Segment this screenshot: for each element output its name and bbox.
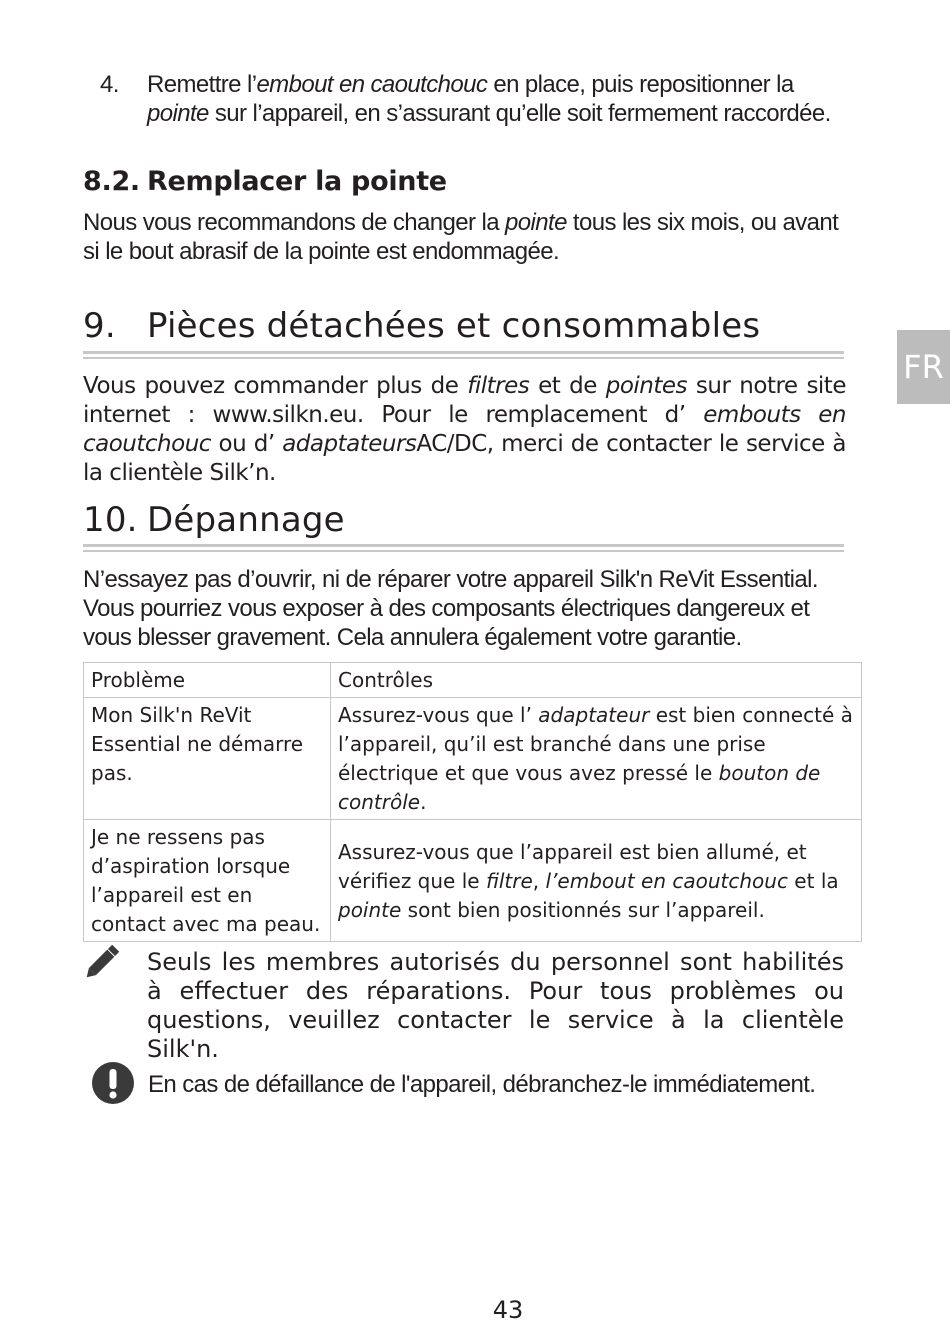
section-heading-9: 9. Pièces détachées et consommables — [83, 306, 761, 346]
section-9-paragraph: Vous pouvez commander plus de filtres et de pointes sur notre site internet : www.silkn.eu. Pour le remplacement d’ embouts en caoutchouc ou d’ adaptateursAC/DC, merci de contacter le service à la clientèle Silk’n. — [83, 373, 846, 486]
pencil-icon — [82, 940, 124, 982]
table-header-row — [84, 663, 862, 698]
table-header-cell: Contrôles — [331, 663, 862, 698]
heading-rule — [83, 550, 844, 552]
section-heading-8-2: 8.2. Remplacer la pointe — [83, 166, 447, 197]
warning-text: En cas de défaillance de l'appareil, débranchez-le immédiatement. — [148, 1071, 816, 1098]
exclamation-icon — [92, 1062, 134, 1104]
page-number: 43 — [492, 1296, 524, 1324]
section-10-paragraph: N’essayez pas d’ouvrir, ni de réparer votre appareil Silk'n ReVit Essential. Vous pourriez vous exposer à des composants électriques dangereux et vous blesser gravement. Cela annulera également votre garantie. — [83, 566, 818, 651]
list-number: 4. — [100, 71, 119, 98]
table-row — [84, 820, 862, 942]
check-cell: Assurez-vous que l’ adaptateur est bien connecté à l’appareil, qu’il est branché dans une prise électrique et que vous avez pressé le bouton de contrôle. — [331, 698, 862, 820]
problem-cell: Je ne ressens pas d’aspiration lorsque l’appareil est en contact avec ma peau. — [84, 820, 331, 942]
troubleshooting-table — [83, 662, 862, 942]
heading-rule — [83, 351, 844, 354]
problem-cell: Mon Silk'n ReVit Essential ne démarre pas. — [84, 698, 331, 820]
heading-rule — [83, 357, 844, 359]
note-text: Seuls les membres autorisés du personnel sont habilités à effectuer des réparations. Pour tous problèmes ou questions, veuillez contacter le service à la clientèle Silk'n. — [147, 948, 844, 1063]
table-row — [84, 698, 862, 820]
section-8-2-paragraph: Nous vous recommandons de changer la pointe tous les six mois, ou avant si le bout abrasif de la pointe est endommagée. — [83, 209, 839, 265]
section-heading-10: 10. Dépannage — [83, 500, 345, 540]
heading-rule — [83, 544, 844, 547]
check-cell: Assurez-vous que l’appareil est bien allumé, et vérifiez que le filtre, l’embout en caoutchouc et la pointe sont bien positionnés sur l’appareil. — [331, 820, 862, 942]
language-tab: FR — [897, 330, 950, 404]
step-4-text: Remettre l’embout en caoutchouc en place, puis repositionner la pointe sur l’appareil, en s’assurant qu’elle soit fermement raccordée. — [147, 71, 831, 127]
table-header-cell: Problème — [84, 663, 331, 698]
